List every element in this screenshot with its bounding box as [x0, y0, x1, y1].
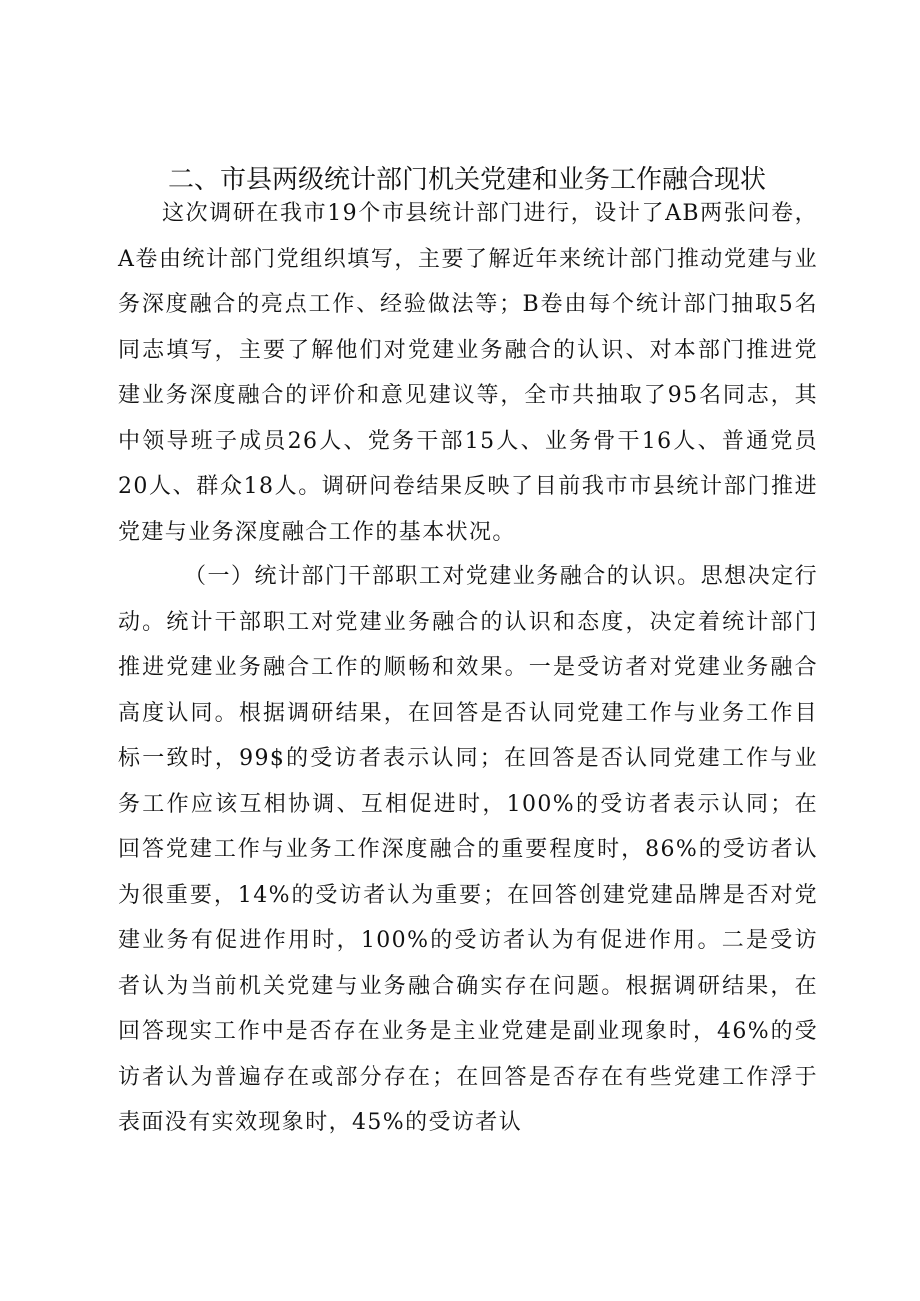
intro-paragraph: 这次调研在我市19个市县统计部门进行，设计了AB两张问卷，A卷由统计部门党组织填写，主要了解近年来统计部门推动党建与业务深度融合的亮点工作、经验做法等；B卷由每个统计部门抽取5名同志填写，主要了解他们对党建业务融合的认识、对本部门推进党建业务深度融合的评价和意见建议等，全市共抽取了95名同志，其中领导班子成员26人、党务干部15人、业务骨干16人、普通党员20人、群众18人。调研问卷结果反映了目前我市市县统计部门推进党建与业务深度融合工作的基本状况。 [118, 201, 818, 545]
subsection-one-paragraph: （一）统计部门干部职工对党建业务融合的认识。思想决定行动。统计干部职工对党建业务融合的认识和态度，决定着统计部门推进党建业务融合工作的顺畅和效果。一是受访者对党建业务融合高度认同。根据调研结果，在回答是否认同党建工作与业务工作目标一致时，99$的受访者表示认同；在回答是否认同党建工作与业务工作应该互相协调、互相促进时，100%的受访者表示认同；在回答党建工作与业务工作深度融合的重要程度时，86%的受访者认为很重要，14%的受访者认为重要；在回答创建党建品牌是否对党建业务有促进作用时，100%的受访者认为有促进作用。二是受访者认为当前机关党建与业务融合确实存在问题。根据调研结果，在回答现实工作中是否存在业务是主业党建是副业现象时，46%的受访者认为普遍存在或部分存在；在回答是否存在有些党建工作浮于表面没有实效现象时，45%的受访者认 [118, 564, 818, 1135]
section-heading: 二、市县两级统计部门机关党建和业务工作融合现状 [168, 165, 767, 195]
